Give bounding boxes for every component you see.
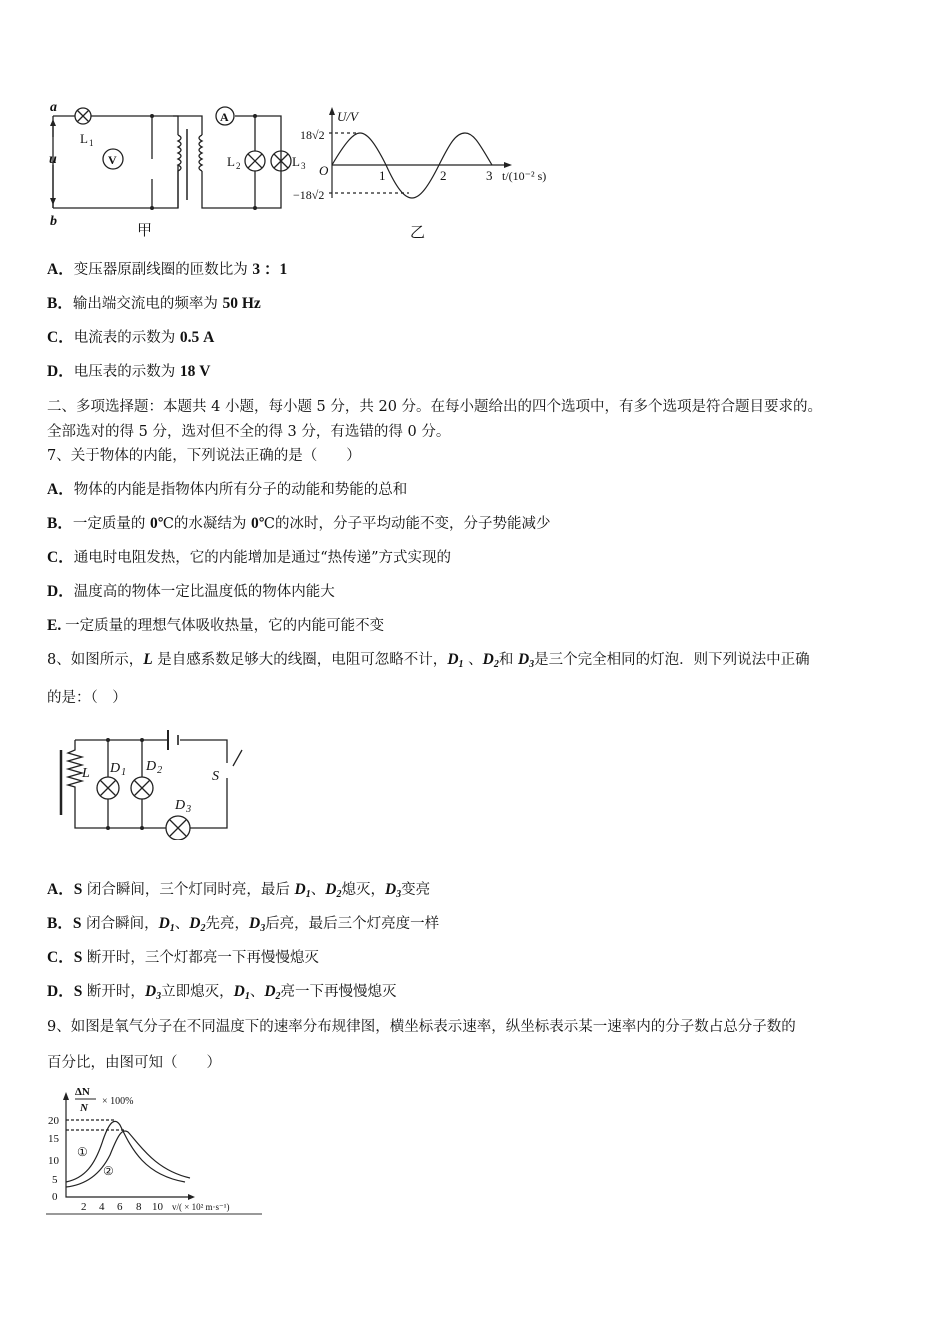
- text-segment: ℃的冰时，分子平均动能不变，分子势能减少: [258, 516, 551, 532]
- text-segment: 1: [305, 889, 311, 900]
- y-tick: 5: [52, 1174, 58, 1186]
- text-segment: 亮一下再慢慢熄灭: [280, 984, 397, 1000]
- text-segment: 闭合瞬间，三个灯同时亮，最后: [82, 882, 295, 898]
- text-segment: S: [73, 881, 83, 898]
- text-segment: 变压器原副线圈的匝数比为: [73, 262, 253, 278]
- text-segment: S: [73, 949, 83, 966]
- text-segment: 2: [493, 659, 499, 670]
- text-line: [47, 294, 261, 314]
- lamp-d3-label: $D_3$: [175, 798, 192, 815]
- x-tick-3: 3: [486, 168, 493, 183]
- figure-caption-jia: 甲: [137, 223, 153, 239]
- text-segment: 一定质量的: [72, 516, 150, 532]
- text-segment: D: [233, 983, 245, 1000]
- y-tick: 10: [48, 1155, 59, 1167]
- text-segment: 变亮: [401, 882, 431, 898]
- text-segment: 、: [174, 916, 190, 932]
- text-segment: 2: [200, 923, 206, 934]
- text-segment: ℃的水凝结为: [157, 516, 252, 532]
- y-tick: 20: [48, 1115, 59, 1127]
- text-segment: D: [447, 651, 459, 668]
- text-segment: D: [384, 881, 397, 898]
- x-tick: 4: [99, 1201, 105, 1213]
- curve-1-label: ①: [77, 1145, 88, 1159]
- text-segment: 先亮，: [205, 916, 249, 932]
- y-tick: 0: [52, 1191, 58, 1203]
- text-segment: S: [72, 915, 82, 932]
- voltage-sine-graph: [329, 111, 509, 198]
- text-segment: B．: [47, 295, 73, 312]
- text-segment: 全部选对的得 5 分，选对但不全的得 3 分，有选错的得 0 分。: [47, 424, 451, 440]
- text-segment: 的是：（ ）: [47, 690, 127, 706]
- transformer-circuit-figure: [40, 95, 600, 245]
- text-segment: 断开时，: [82, 984, 145, 1000]
- text-segment: 熄灭，: [341, 882, 385, 898]
- speed-distribution-figure: [40, 1080, 270, 1225]
- text-line: [47, 548, 451, 568]
- y-tick: 15: [48, 1133, 59, 1145]
- x-tick: 2: [81, 1201, 87, 1213]
- text-segment: B．: [47, 915, 73, 932]
- text-segment: 3 ：1: [252, 261, 288, 278]
- text-line: [47, 362, 210, 382]
- text-segment: S: [73, 983, 83, 1000]
- text-line: [47, 260, 287, 280]
- text-line: [47, 982, 397, 1007]
- text-line: [47, 880, 430, 905]
- text-segment: 和: [498, 652, 518, 668]
- text-segment: 0: [149, 515, 158, 532]
- text-segment: 输出端交流电的频率为: [72, 296, 223, 312]
- x-tick-2: 2: [440, 168, 447, 183]
- text-segment: 2: [275, 991, 281, 1002]
- y-label-numerator: ΔN: [75, 1086, 90, 1098]
- text-segment: 百分比，由图可知（ ）: [47, 1055, 221, 1071]
- text-segment: 二、多项选择题：本题共 4 小题，每小题 5 分，共 20 分。在每小题给出的四个选项中，有多个选项是符合题目要求的。: [47, 399, 823, 415]
- text-line: [47, 422, 450, 442]
- text-line: [47, 514, 551, 534]
- text-segment: 0: [251, 515, 259, 532]
- text-line: [47, 446, 361, 466]
- text-segment: C．: [47, 329, 74, 346]
- text-segment: 通电时电阻发热，它的内能增加是通过“热传递”方式实现的: [73, 550, 452, 566]
- lamp-l3-label: $L_3$: [292, 154, 306, 171]
- text-segment: A．: [47, 261, 74, 278]
- text-segment: 、: [310, 882, 326, 898]
- text-segment: 0.5 A: [179, 329, 215, 346]
- text-segment: C．: [47, 949, 74, 966]
- text-segment: D．: [47, 983, 74, 1000]
- y-min-label: −18√2: [293, 188, 325, 202]
- lamp-d1-label: $D_1$: [110, 761, 127, 778]
- y-label-denominator: N: [80, 1102, 88, 1114]
- text-line: [47, 948, 319, 968]
- text-line: [47, 914, 439, 939]
- text-segment: A．: [47, 481, 74, 498]
- lamp-l1-label: $L_1$: [80, 131, 94, 148]
- text-segment: D: [158, 915, 170, 932]
- text-segment: 断开时，三个灯都亮一下再慢慢熄灭: [82, 950, 319, 966]
- text-segment: D．: [47, 363, 74, 380]
- inductor-l-label: L: [82, 766, 90, 781]
- terminal-a-label: a: [50, 100, 57, 115]
- text-line: [47, 328, 214, 348]
- text-line: [47, 688, 127, 708]
- x-tick-1: 1: [379, 168, 386, 183]
- text-segment: B．: [47, 515, 73, 532]
- text-segment: 18 V: [179, 363, 211, 380]
- text-segment: D: [144, 983, 157, 1000]
- text-segment: 3: [260, 923, 266, 934]
- text-segment: D: [325, 881, 337, 898]
- text-segment: 3: [396, 889, 402, 900]
- x-tick: 8: [136, 1201, 142, 1213]
- inductor-circuit-figure: [50, 720, 250, 840]
- text-segment: D: [189, 915, 201, 932]
- text-segment: 、: [463, 652, 483, 668]
- text-segment: 8、如图所示，: [47, 652, 144, 668]
- x-axis-label: v/( × 10² m·s⁻¹): [172, 1202, 230, 1212]
- text-segment: 电流表的示数为: [73, 330, 180, 346]
- text-line: [47, 616, 384, 636]
- text-segment: A．: [47, 881, 74, 898]
- origin-label: O: [319, 163, 329, 178]
- text-segment: 、: [249, 984, 265, 1000]
- lamp-d2-label: $D_2$: [146, 759, 163, 776]
- switch-s-label: S: [212, 769, 219, 784]
- text-line: [47, 480, 407, 500]
- text-segment: D: [294, 881, 306, 898]
- text-segment: 1: [458, 659, 464, 670]
- text-segment: 3: [529, 659, 535, 670]
- text-line: [47, 397, 822, 417]
- text-segment: E.: [47, 617, 66, 634]
- text-segment: 50 Hz: [222, 295, 261, 312]
- text-segment: 立即熄灭，: [161, 984, 234, 1000]
- curve-2-label: ②: [103, 1164, 114, 1178]
- text-segment: D: [482, 651, 494, 668]
- text-segment: 2: [336, 889, 342, 900]
- text-line: [47, 582, 335, 602]
- text-segment: D: [517, 651, 530, 668]
- text-segment: 一定质量的理想气体吸收热量，它的内能可能不变: [65, 618, 385, 634]
- x-tick: 10: [152, 1201, 163, 1213]
- text-segment: 是自感系数足够大的线圈，电阻可忽略不计，: [152, 652, 448, 668]
- text-line: [47, 1053, 221, 1073]
- text-segment: 3: [156, 991, 162, 1002]
- ammeter-label: A: [220, 110, 229, 124]
- voltmeter-label: V: [108, 153, 117, 167]
- text-segment: 7、关于物体的内能，下列说法正确的是（ ）: [47, 448, 361, 464]
- lamp-l2-label: $L_2$: [227, 154, 241, 171]
- text-segment: 物体的内能是指物体内所有分子的动能和势能的总和: [73, 482, 408, 498]
- voltage-u-label: u: [49, 152, 57, 167]
- text-line: [47, 1017, 796, 1037]
- text-segment: 后亮，最后三个灯亮度一样: [265, 916, 440, 932]
- y-axis-label: U/V: [337, 109, 358, 124]
- text-segment: D．: [47, 583, 74, 600]
- text-segment: D: [264, 983, 276, 1000]
- text-segment: 1: [169, 923, 175, 934]
- text-segment: 电压表的示数为: [73, 364, 180, 380]
- text-segment: 温度高的物体一定比温度低的物体内能大: [73, 584, 335, 600]
- text-segment: L: [143, 651, 153, 668]
- text-segment: 9、如图是氧气分子在不同温度下的速率分布规律图，横坐标表示速率，纵坐标表示某一速率内的分子数占总分子数的: [47, 1019, 796, 1035]
- figure-caption-yi: 乙: [410, 225, 426, 241]
- y-max-label: 18√2: [300, 128, 325, 142]
- x-axis-label: t/(10⁻² s): [502, 169, 547, 183]
- y-label-unit: × 100%: [102, 1096, 134, 1107]
- text-segment: C．: [47, 549, 74, 566]
- text-segment: D: [248, 915, 261, 932]
- terminal-b-label: b: [50, 214, 57, 229]
- text-line: [47, 650, 810, 675]
- text-segment: 是三个完全相同的灯泡．则下列说法中正确: [534, 652, 810, 668]
- text-segment: 1: [244, 991, 250, 1002]
- text-segment: 闭合瞬间，: [81, 916, 159, 932]
- x-tick: 6: [117, 1201, 123, 1213]
